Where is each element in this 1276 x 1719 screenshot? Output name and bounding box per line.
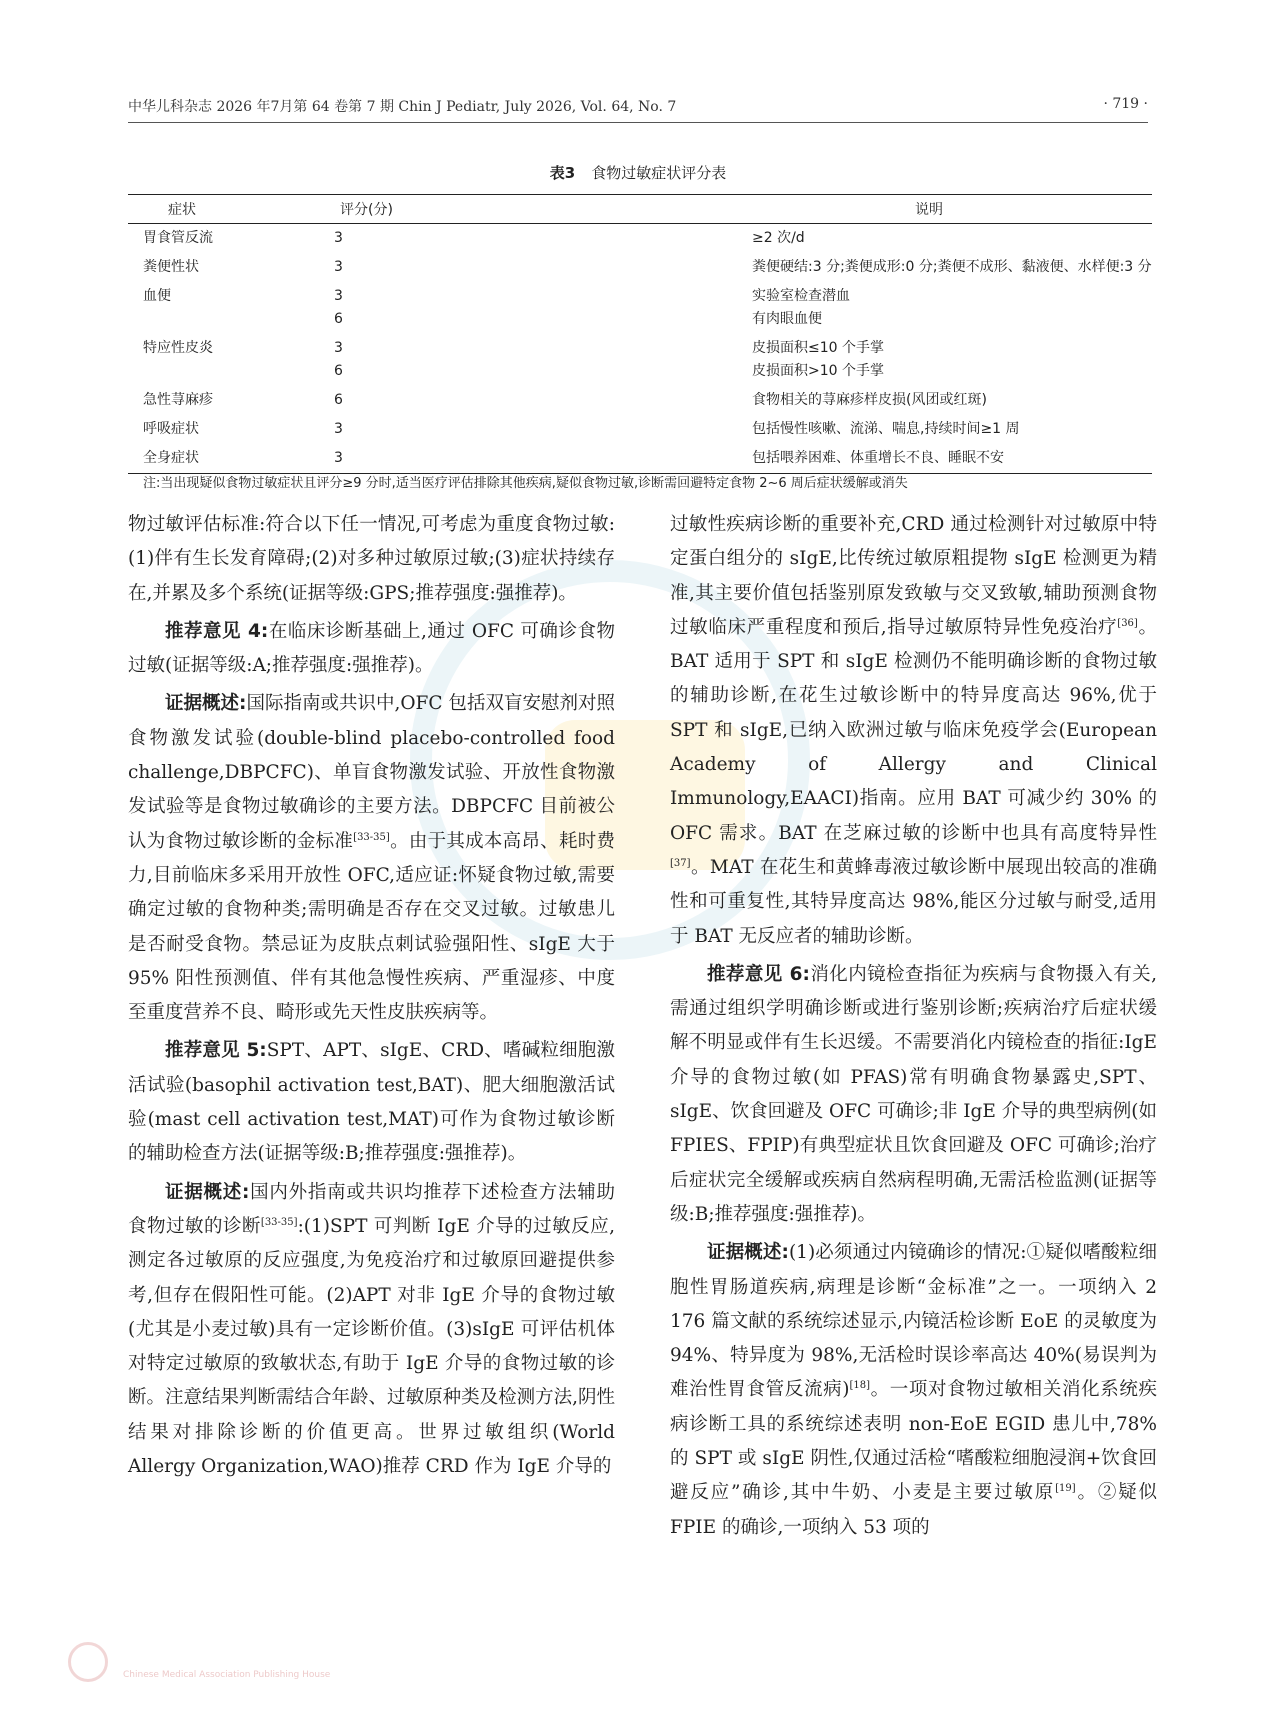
table-caption: [0, 162, 1276, 183]
symptom-cell: 全身症状: [143, 450, 199, 466]
score-value: 3: [334, 450, 343, 466]
score-cell: [308, 253, 565, 282]
score-cell: [308, 386, 565, 415]
recommendation-6: 推荐意见 6:消化内镜检查指征为疾病与食物摄入有关,需通过组织学明确诊断或进行鉴别诊断;疾病治疗后症状缓解不明显或伴有生长迟缓。不需要消化内镜检查的指征:IgE 介导的食物过敏(如 PFAS)常有明确食物暴露史,SPT、sIgE、饮食回避及 OFC 可确诊;非 IgE 介导的典型病例(如 FPIES、FPIP)有典型症状且饮食回避及 OFC 可确诊;治疗后症状完全缓解或疾病自然病程明确,无需活检监测(证据等级:B;推荐强度:强推荐)。: [670, 963, 1157, 1225]
score-value: 6: [334, 363, 343, 379]
table-title: 食物过敏症状评分表: [591, 164, 727, 182]
citation: [36]: [1117, 617, 1138, 629]
description-text: 粪便硬结:3 分;粪便成形:0 分;粪便不成形、黏液便、水样便:3 分: [752, 259, 1152, 275]
score-cell: [308, 282, 565, 334]
description-cell: [565, 253, 1152, 282]
score-value: 3: [334, 259, 343, 275]
label: 证据概述:: [707, 1242, 789, 1264]
header-description: 说明: [915, 202, 943, 218]
page-number: · 719 ·: [1103, 96, 1148, 112]
description-text: 包括喂养困难、体重增长不良、睡眠不安: [752, 450, 1004, 466]
label: 推荐意见 5:: [165, 1040, 267, 1062]
description-text: 食物相关的荨麻疹样皮损(风团或红斑): [752, 392, 987, 408]
table-header-row: [128, 195, 1152, 224]
evidence-summary: 证据概述:(1)必须通过内镜确诊的情况:①疑似嗜酸粒细胞性胃肠道疾病,病理是诊断“金标准”之一。一项纳入 2 176 篇文献的系统综述显示,内镜活检诊断 EoE 的灵敏度为 94%、特异度为 98%,无活检时误诊率高达 40%(易误判为难治性胃食管反流病)[18]。一项对食物过敏相关消化系统疾病诊断工具的系统综述表明 non-EoE EGID 患儿中,78% 的 SPT 或 sIgE 阴性,仅通过活检“嗜酸粒细胞浸润+饮食回避反应”确诊,其中牛奶、小麦是主要过敏原[19]。②疑似 FPIE 的确诊,一项纳入 53 项的: [670, 1242, 1157, 1538]
publisher-seal-icon: [68, 1642, 108, 1682]
label: 推荐意见 6:: [707, 963, 810, 985]
right-column: [670, 508, 1157, 1545]
label: 证据概述:: [165, 1181, 250, 1203]
table-body: [128, 224, 1152, 474]
score-cell: [308, 334, 565, 386]
table-row: [128, 253, 1152, 282]
journal-info: 中华儿科杂志 2026 年7月第 64 卷第 7 期 Chin J Pediatr, July 2026, Vol. 64, No. 7: [128, 99, 677, 115]
score-cell: [308, 415, 565, 444]
publisher-name-en: Chinese Medical Association Publishing House: [123, 1670, 331, 1680]
description-text: 皮损面积>10 个手掌: [752, 363, 884, 379]
header-symptom: 症状: [168, 202, 196, 218]
table-row: [128, 415, 1152, 444]
description-cell: [565, 282, 1152, 334]
table-row: [128, 334, 1152, 386]
description-cell: [565, 444, 1152, 474]
recommendation-5: 推荐意见 5:SPT、APT、sIgE、CRD、嗜碱粒细胞激活试验(basophil activation test,BAT)、肥大细胞激活试验(mast cell activation test,MAT)可作为食物过敏诊断的辅助检查方法(证据等级:B;推荐强度:强推荐)。: [128, 1040, 615, 1165]
evidence-summary: 证据概述:国内外指南或共识均推荐下述检查方法辅助食物过敏的诊断[33-35]:(1)SPT 可判断 IgE 介导的过敏反应,测定各过敏原的反应强度,为免疫治疗和过敏原回避提供参考,但存在假阳性可能。(2)APT 对非 IgE 介导的食物过敏(尤其是小麦过敏)具有一定诊断价值。(3)sIgE 可评估机体对特定过敏原的致敏状态,有助于 IgE 介导的食物过敏的诊断。注意结果判断需结合年龄、过敏原种类及检测方法,阴性结果对排除诊断的价值更高。世界过敏组织(World Allergy Organization,WAO)推荐 CRD 作为 IgE 介导的: [128, 1181, 615, 1478]
citation: [37]: [670, 857, 691, 869]
citation: [33-35]: [260, 1216, 298, 1228]
description-cell: [565, 386, 1152, 415]
header-rule: [128, 122, 1148, 123]
evidence-summary: 证据概述:国际指南或共识中,OFC 包括双盲安慰剂对照食物激发试验(double-blind placebo-controlled food challenge,DBPCFC)、单盲食物激发试验、开放性食物激发试验等是食物过敏确诊的主要方法。DBPCFC 目前被公认为食物过敏诊断的金标准[33-35]。由于其成本高昂、耗时费力,目前临床多采用开放性 OFC,适应证:怀疑食物过敏,需要确定过敏的食物种类;需明确是否存在交叉过敏。过敏患儿是否耐受食物。禁忌证为皮肤点刺试验强阳性、sIgE 大于 95% 阳性预测值、伴有其他急慢性疾病、严重湿疹、中度至重度营养不良、畸形或先天性皮肤疾病等。: [128, 693, 615, 1024]
symptom-cell: 呼吸症状: [143, 421, 199, 437]
symptom-cell: 急性荨麻疹: [143, 392, 213, 408]
paragraph: 过敏性疾病诊断的重要补充,CRD 通过检测针对过敏原中特定蛋白组分的 sIgE,比传统过敏原粗提物 sIgE 检测更为精准,其主要价值包括鉴别原发致敏与交叉致敏,辅助预测食物过敏临床严重程度和预后,指导过敏原特异性免疫治疗[36]。BAT 适用于 SPT 和 sIgE 检测仍不能明确诊断的食物过敏的辅助诊断,在花生过敏诊断中的特异度高达 96%,优于 SPT 和 sIgE,已纳入欧洲过敏与临床免疫学会(European Academy of Allergy and Clinical Immunology,EAACI)指南。应用 BAT 可减少约 30% 的 OFC 需求。BAT 在芝麻过敏的诊断中也具有高度特异性[37]。MAT 在花生和黄蜂毒液过敏诊断中展现出较高的准确性和可重复性,其特异度高达 98%,能区分过敏与耐受,适用于 BAT 无反应者的辅助诊断。: [670, 514, 1157, 947]
citation: [33-35]: [353, 831, 390, 843]
paragraph: 物过敏评估标准:符合以下任一情况,可考虑为重度食物过敏:(1)伴有生长发育障碍;(2)对多种过敏原过敏;(3)症状持续存在,并累及多个系统(证据等级:GPS;推荐强度:强推荐)。: [128, 514, 615, 604]
score-value: 3: [334, 288, 343, 304]
description-cell: [565, 415, 1152, 444]
table-row: [128, 386, 1152, 415]
symptom-score-table: [128, 194, 1152, 474]
score-value: 3: [334, 421, 343, 437]
score-value: 3: [334, 340, 343, 356]
score-cell: [308, 444, 565, 474]
recommendation-4: 推荐意见 4:在临床诊断基础上,通过 OFC 可确诊食物过敏(证据等级:A;推荐强度:强推荐)。: [128, 620, 615, 677]
left-column: [128, 508, 615, 1484]
table-row: [128, 224, 1152, 254]
running-header: [128, 96, 1148, 120]
header-score: 评分(分): [340, 202, 393, 218]
symptom-cell: 血便: [143, 288, 171, 304]
description-text: 实验室检查潜血: [752, 288, 850, 304]
score-value: 3: [334, 230, 343, 246]
symptom-cell: 特应性皮炎: [143, 340, 213, 356]
table-note: 注:当出现疑似食物过敏症状且评分≥9 分时,适当医疗评估排除其他疾病,疑似食物过敏,诊断需回避特定食物 2~6 周后症状缓解或消失: [143, 476, 908, 491]
description-cell: [565, 334, 1152, 386]
description-text: 皮损面积≤10 个手掌: [752, 340, 884, 356]
label: 推荐意见 4:: [165, 620, 269, 642]
publisher-logo: [68, 1640, 528, 1690]
description-text: 有肉眼血便: [752, 311, 822, 327]
description-text: ≥2 次/d: [752, 230, 805, 246]
symptom-cell: 胃食管反流: [143, 230, 213, 246]
citation: [19]: [1055, 1483, 1076, 1495]
citation: [18]: [849, 1380, 870, 1392]
score-value: 6: [334, 392, 343, 408]
score-cell: [308, 224, 565, 254]
description-text: 包括慢性咳嗽、流涕、喘息,持续时间≥1 周: [752, 421, 1020, 437]
symptom-cell: 粪便性状: [143, 259, 199, 275]
table-number: 表3: [549, 164, 576, 182]
table-row: [128, 282, 1152, 334]
label: 证据概述:: [165, 693, 247, 715]
score-value: 6: [334, 311, 343, 327]
table-row: [128, 444, 1152, 474]
description-cell: [565, 224, 1152, 254]
